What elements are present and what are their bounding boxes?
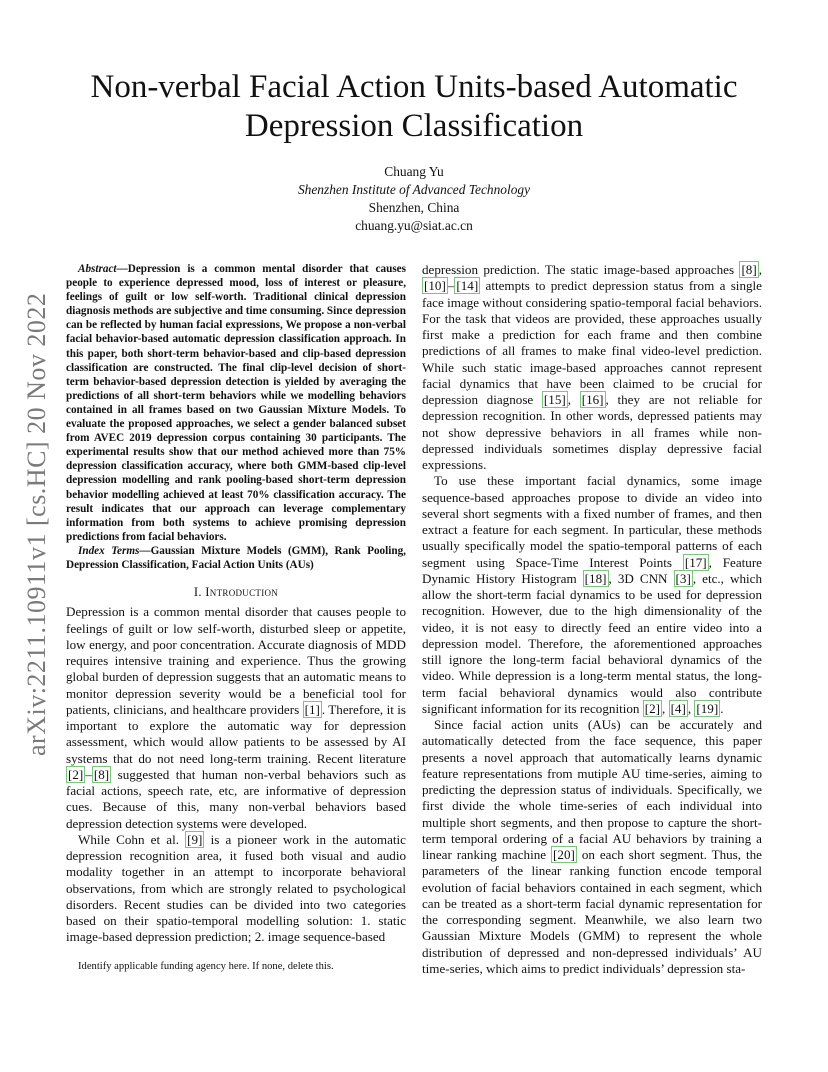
intro-paragraph-2 [66,832,406,946]
text-run: attempts to predict depression status from a single face image without considering spatio-temporal facial behaviors. For the task that videos are provided, these approaches usually first make a prediction for each frame and then combine predictions of all frames to make final video-level prediction. While such static image-based approaches cannot represent facial dynamics that have been claimed to be crucial for depression diagnose [422,278,762,407]
citation-link[interactable]: [15] [543,392,566,407]
citation-link[interactable]: [2] [68,766,84,782]
arxiv-stamp-svg [15,280,55,760]
citation-link[interactable]: [10] [424,278,446,294]
citation-link[interactable]: [18] [584,570,607,586]
text-run: Since facial action units (AUs) can be accurately and automatically detected from the face sequence, this paper presents a novel approach that automatically learns dynamic feature representations from mutiple AU time-series, aiming to predicting the depression status of individuals. Specifically, we first divide the whole time-series of each individual into multiple short segments, and then propose to capture the short-term temporal ordering of a facial AU behaviors by training a linear ranking machine [422,717,762,862]
funding-footnote: Identify applicable funding agency here. If none, delete this. [78,961,334,972]
citation-link[interactable]: [2] [644,700,661,716]
title-line-2: Depression Classification [244,108,584,144]
text-run: , [567,392,580,407]
abstract-text: —Depression is a common mental disorder that causes people to experience depressed mood, loss of interest or pleasure, feelings of guilt or low self-worth. Traditional clinical depression diagnosis methods are subjective and time consuming. Since depression can be reflected by human facial expressions, We propose a non-verbal facial behavior-based automatic depression classification approach. In this paper, both short-term behavior-based and clip-based depression classification are constructed. The final clip-level decision of short-term behavior-based depression detection is yielded by averaging the predictions of all short-term behaviors while we modelling behaviors contained in all frames based on two Gaussian Mixture Models. To evaluate the proposed approaches, we select a gender balanced subset from AVEC 2019 depression corpus containing 30 participants. The experimental results show that our method achieved more than 75% depression classification accuracy, where both GMM-based clip-level depression modelling and rank pooling-based short-term depression behavior modelling achieved at least 70% classification accuracy. The result indicates that our approach can leverage complementary information from both systems to achieve promising depression predictions from facial behaviors. [66,263,406,543]
citation-link[interactable]: [4] [670,700,686,716]
citation-link[interactable]: [20] [553,847,575,862]
text-run: . [720,700,724,716]
citation-link[interactable]: [3] [675,570,691,586]
citation-link[interactable]: [1] [304,701,320,717]
citation-link[interactable]: [19] [696,700,719,716]
text-run: on each short segment. Thus, the parameters of the linear ranking function encode temporal evolution of facial behaviors contained in each segment, which can be treated as a short-term facial dynamic representation for the corresponding segment. Meanwhile, we also learn two Gaussian Mixture Models (GMM) to represent the whole distribution of depressed and non-depressed individuals’ AU time-series, which aims to predict individuals’ depression sta- [422,847,762,976]
abstract-label: Abstract [78,263,117,275]
text-run: , Feature Dynamic History Histogram [422,554,762,586]
index-terms-label: Index Terms [78,544,140,557]
abstract [66,262,406,544]
arxiv-id-text: arXiv:2211.10911v1 [cs.HC] 20 Nov 2022 [22,292,51,756]
text-run: – [85,766,92,782]
text-run: , [662,700,669,716]
text-run: , [758,262,762,277]
text-run: depression prediction. The static image-based approaches [422,262,740,277]
text-run: To use these important facial dynamics, some image sequence-based approaches propose to divide an video into several short segments with a fixed number of frames, and then extract a feature for each segment. In particular, these methods usually specifically model the spatio-temporal patterns of each segment using Space-Time Interest Points [422,473,762,570]
right-column [422,262,762,977]
arxiv-identifier-stamp [15,280,55,760]
author-block [60,163,768,235]
intro-paragraph-4 [422,717,762,977]
title-line-1: Non-verbal Facial Action Units-based Automatic [90,69,738,105]
text-run: , they are not reliable for depression recognition. In other words, depressed patients may not show depressive behaviors in all frames while non-depressed individuals sometimes display depressive facial expressions. [422,392,763,472]
text-run: , 3D CNN [608,570,674,586]
author-location: Shenzhen, China [368,200,460,215]
author-affiliation: Shenzhen Institute of Advanced Technology [297,182,531,197]
paper-title [60,68,768,146]
citation-link[interactable]: [8] [741,262,757,277]
intro-paragraph-2-continued [422,262,762,473]
citation-link[interactable]: [8] [93,766,110,782]
author-name: Chuang Yu [384,164,444,179]
text-run: is a pioneer work in the automatic depression recognition area, it fused both visual and audio modality together in an attempt to incorporate behavioral observations, from which are strongly related to psychological disorders. Recent studies can be divided into two categories based on their spatio-temporal modelling solution: 1. static image-based depression prediction; 2. image sequence-based [66,831,406,945]
text-run: While Cohn et al. [78,831,186,847]
intro-paragraph-1 [66,604,406,832]
text-run: suggested that human non-verbal behaviors such as facial actions, speech rate, etc, are informative of depression cues. Because of this, many non-verbal behaviors based depression detection systems were developed. [66,766,406,831]
section-heading-introduction: I. Introduction [193,585,279,600]
text-run: , etc., which allow the short-term facial dynamics to be used for depression recognition. However, due to the high dimensionality of the video, it is not easy to directly feed an entire video into a depression model. Therefore, the aforementioned approaches still ignore the long-term facial behavioral dynamics of the video. While depression is a long-term mental status, the long-term facial behavioral dynamics would also contribute significant information for its recognition [422,570,762,716]
citation-link[interactable]: [17] [684,554,707,570]
citation-link[interactable]: [9] [187,831,203,847]
intro-paragraph-3 [422,473,762,717]
citation-link[interactable]: [14] [456,278,479,294]
text-run: – [447,278,455,294]
citation-link[interactable]: [16] [581,392,604,407]
text-run: . Therefore, it is important to explore the automatic way for depression assessment, which would allow patients to be assessed by AI systems that do not need long-term training. Recent literature [66,701,406,766]
index-terms-text: —Gaussian Mixture Models (GMM), Rank Pooling, Depression Classification, Facial Action Units (AUs) [66,544,406,571]
index-terms [66,544,406,572]
left-column [66,262,406,946]
text-run: Depression is a common mental disorder that causes people to feelings of guilt or low self-worth, disturbed sleep or appetite, low energy, and poor concentration. Accurate diagnosis of MDD requires intensive training and experience. Thus the growing global burden of depression suggests that an automatic means to monitor depression severity would be a beneficial tool for patients, clinicians, and healthcare providers [66,604,406,717]
text-run: , [687,700,695,716]
author-email: chuang.yu@siat.ac.cn [355,218,473,233]
